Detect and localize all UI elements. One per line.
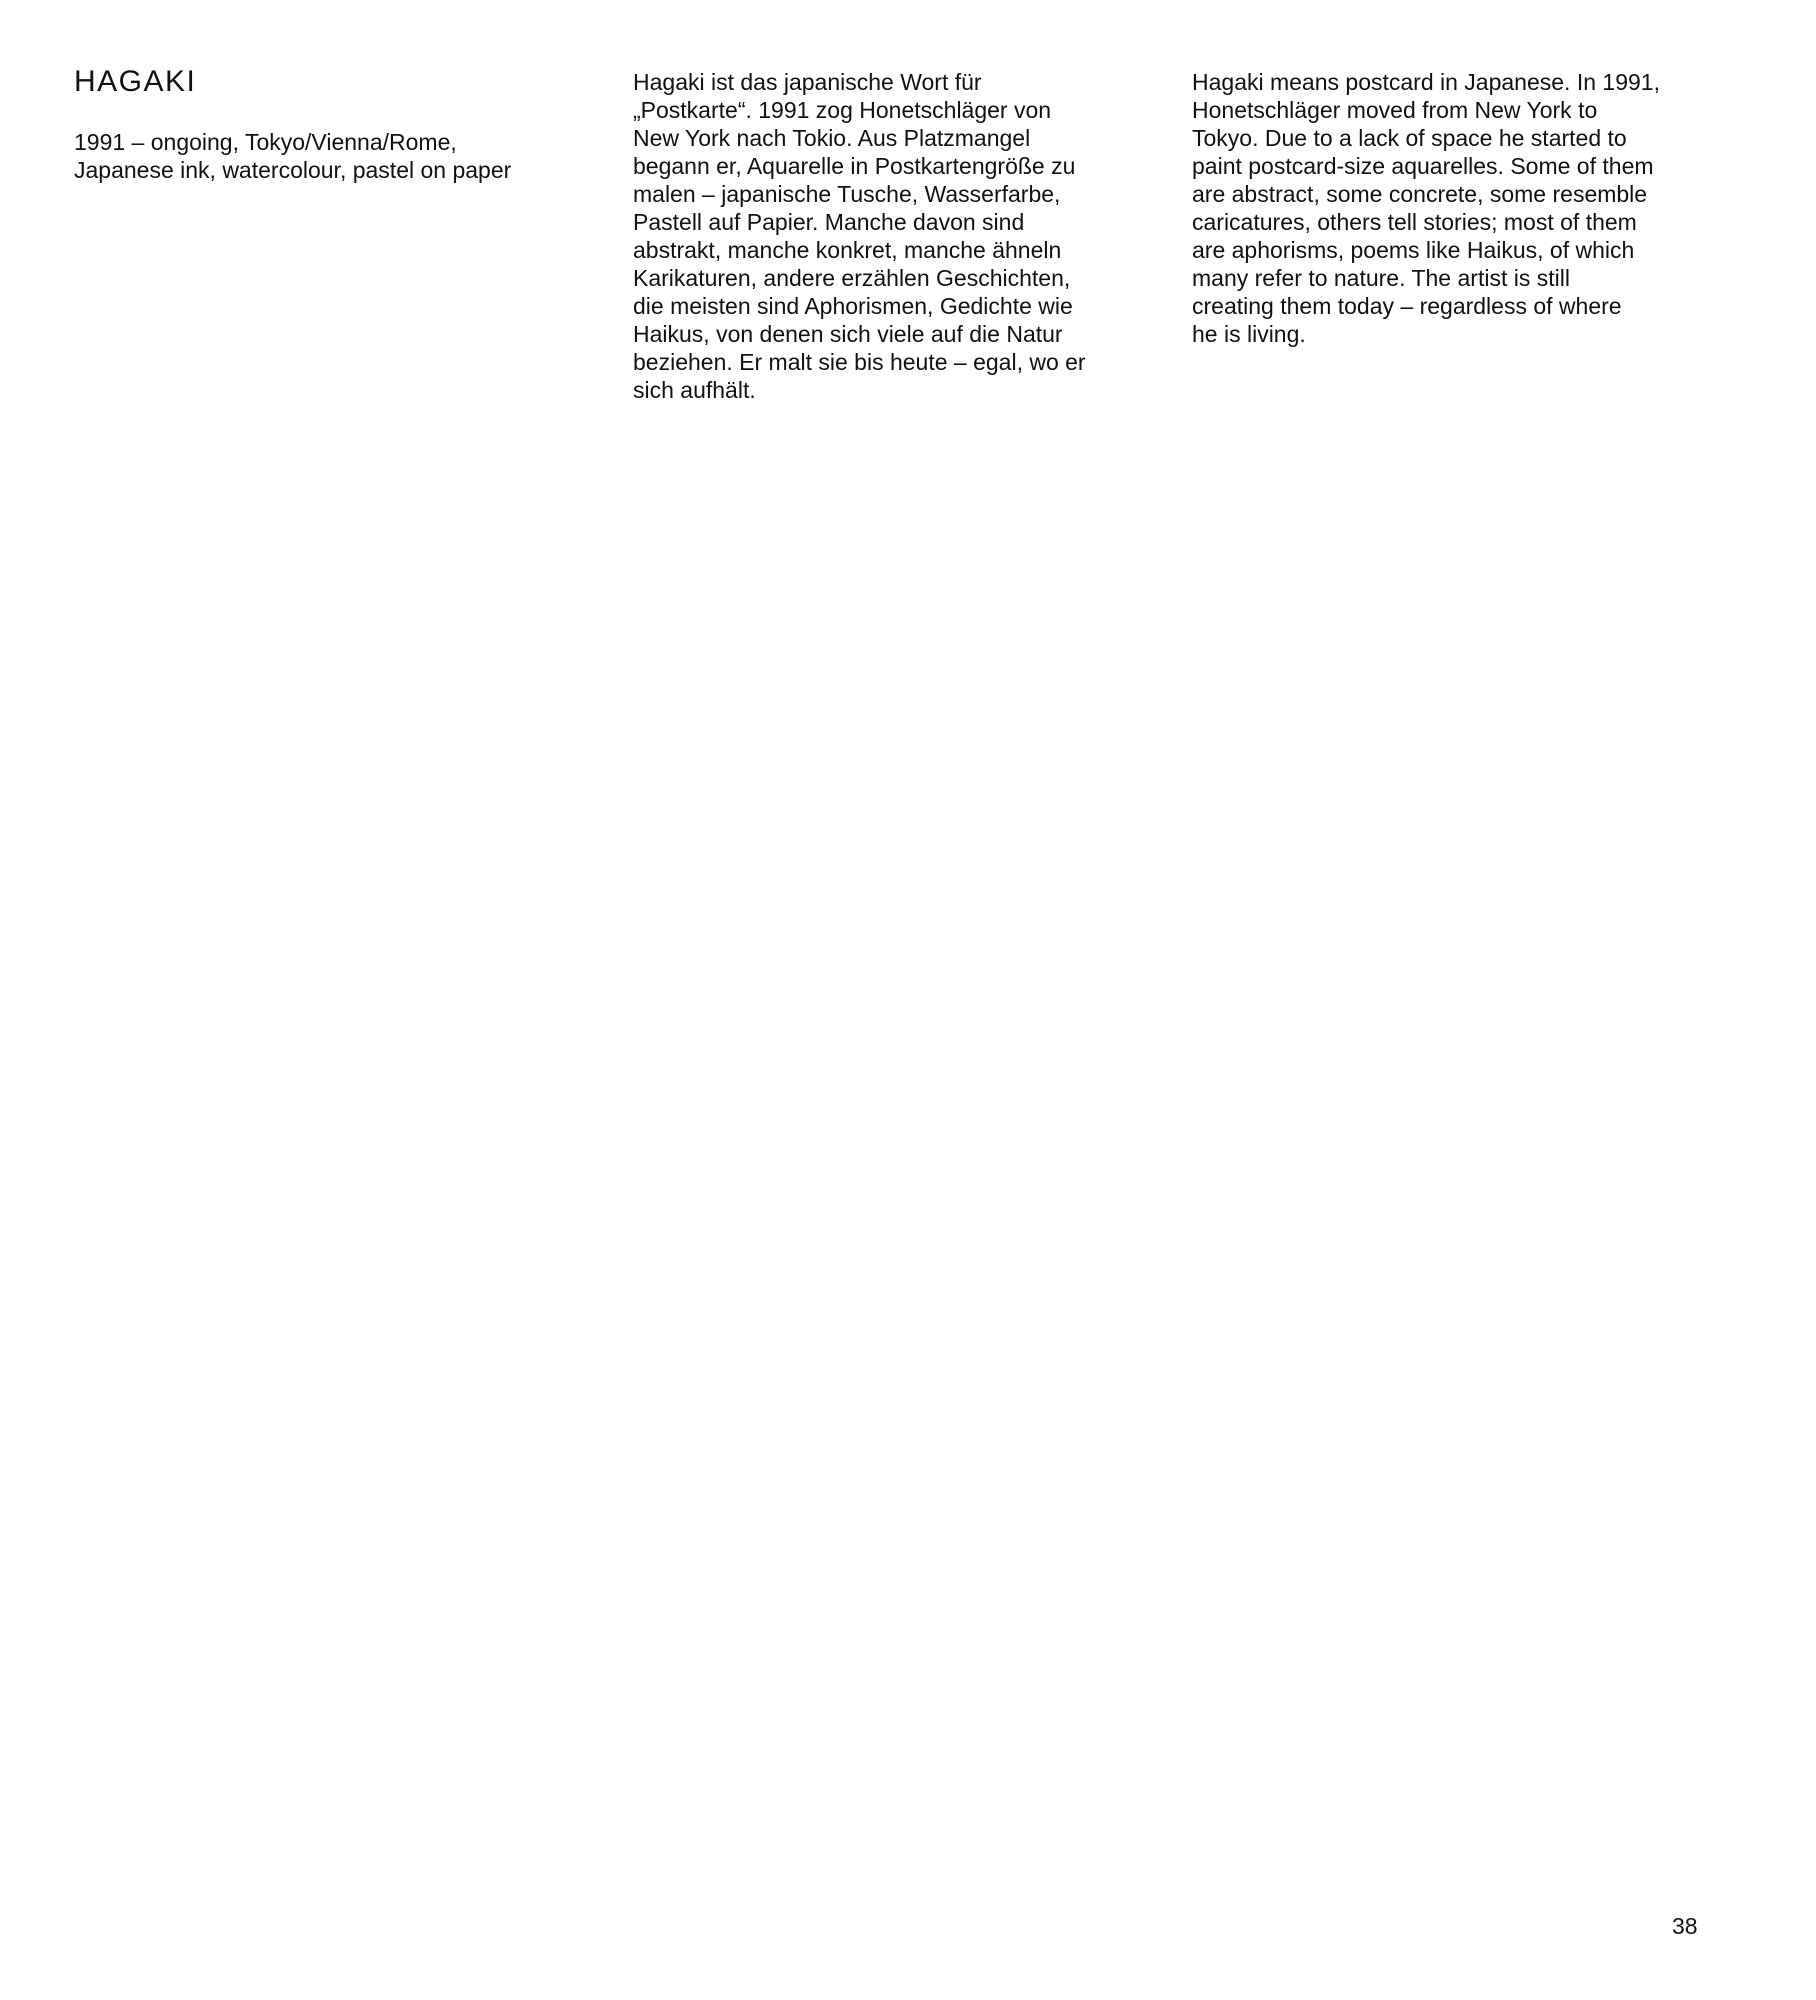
work-details-line: 1991 – ongoing, Tokyo/Vienna/Rome,: [74, 129, 457, 155]
english-line: creating them today – regardless of where: [1192, 293, 1622, 319]
german-text-column: [633, 66, 1153, 404]
english-line: caricatures, others tell stories; most of them: [1192, 209, 1637, 235]
english-line: are abstract, some concrete, some resemble: [1192, 181, 1648, 207]
english-text-column: [1192, 66, 1732, 348]
english-line: are aphorisms, poems like Haikus, of which: [1192, 237, 1635, 263]
english-line: Honetschläger moved from New York to: [1192, 97, 1598, 123]
work-details-line: Japanese ink, watercolour, pastel on paper: [74, 157, 512, 183]
german-paragraph: [633, 66, 1153, 404]
work-title: HAGAKI: [74, 65, 197, 98]
german-line: Karikaturen, andere erzählen Geschichten,: [633, 265, 1071, 291]
german-line: abstrakt, manche konkret, manche ähneln: [633, 237, 1062, 263]
german-line: „Postkarte“. 1991 zog Honetschläger von: [633, 97, 1052, 123]
german-line: malen – japanische Tusche, Wasserfarbe,: [633, 181, 1061, 207]
english-line: he is living.: [1192, 321, 1306, 347]
german-line: die meisten sind Aphorismen, Gedichte wie: [633, 293, 1073, 319]
german-line: Hagaki ist das japanische Wort für: [633, 69, 982, 95]
english-paragraph: [1192, 66, 1732, 348]
work-details: [74, 128, 594, 184]
german-line: Haikus, von denen sich viele auf die Natur: [633, 321, 1063, 347]
left-column: [74, 66, 594, 184]
english-line: Tokyo. Due to a lack of space he started to: [1192, 125, 1627, 151]
german-line: begann er, Aquarelle in Postkartengröße zu: [633, 153, 1076, 179]
german-line: beziehen. Er malt sie bis heute – egal, wo er: [633, 349, 1086, 375]
english-line: Hagaki means postcard in Japanese. In 1991,: [1192, 69, 1660, 95]
english-line: many refer to nature. The artist is still: [1192, 265, 1570, 291]
german-line: New York nach Tokio. Aus Platzmangel: [633, 125, 1031, 151]
german-line: Pastell auf Papier. Manche davon sind: [633, 209, 1025, 235]
german-line: sich aufhält.: [633, 377, 756, 403]
page-number: 38: [1672, 1913, 1698, 1939]
english-line: paint postcard-size aquarelles. Some of them: [1192, 153, 1654, 179]
